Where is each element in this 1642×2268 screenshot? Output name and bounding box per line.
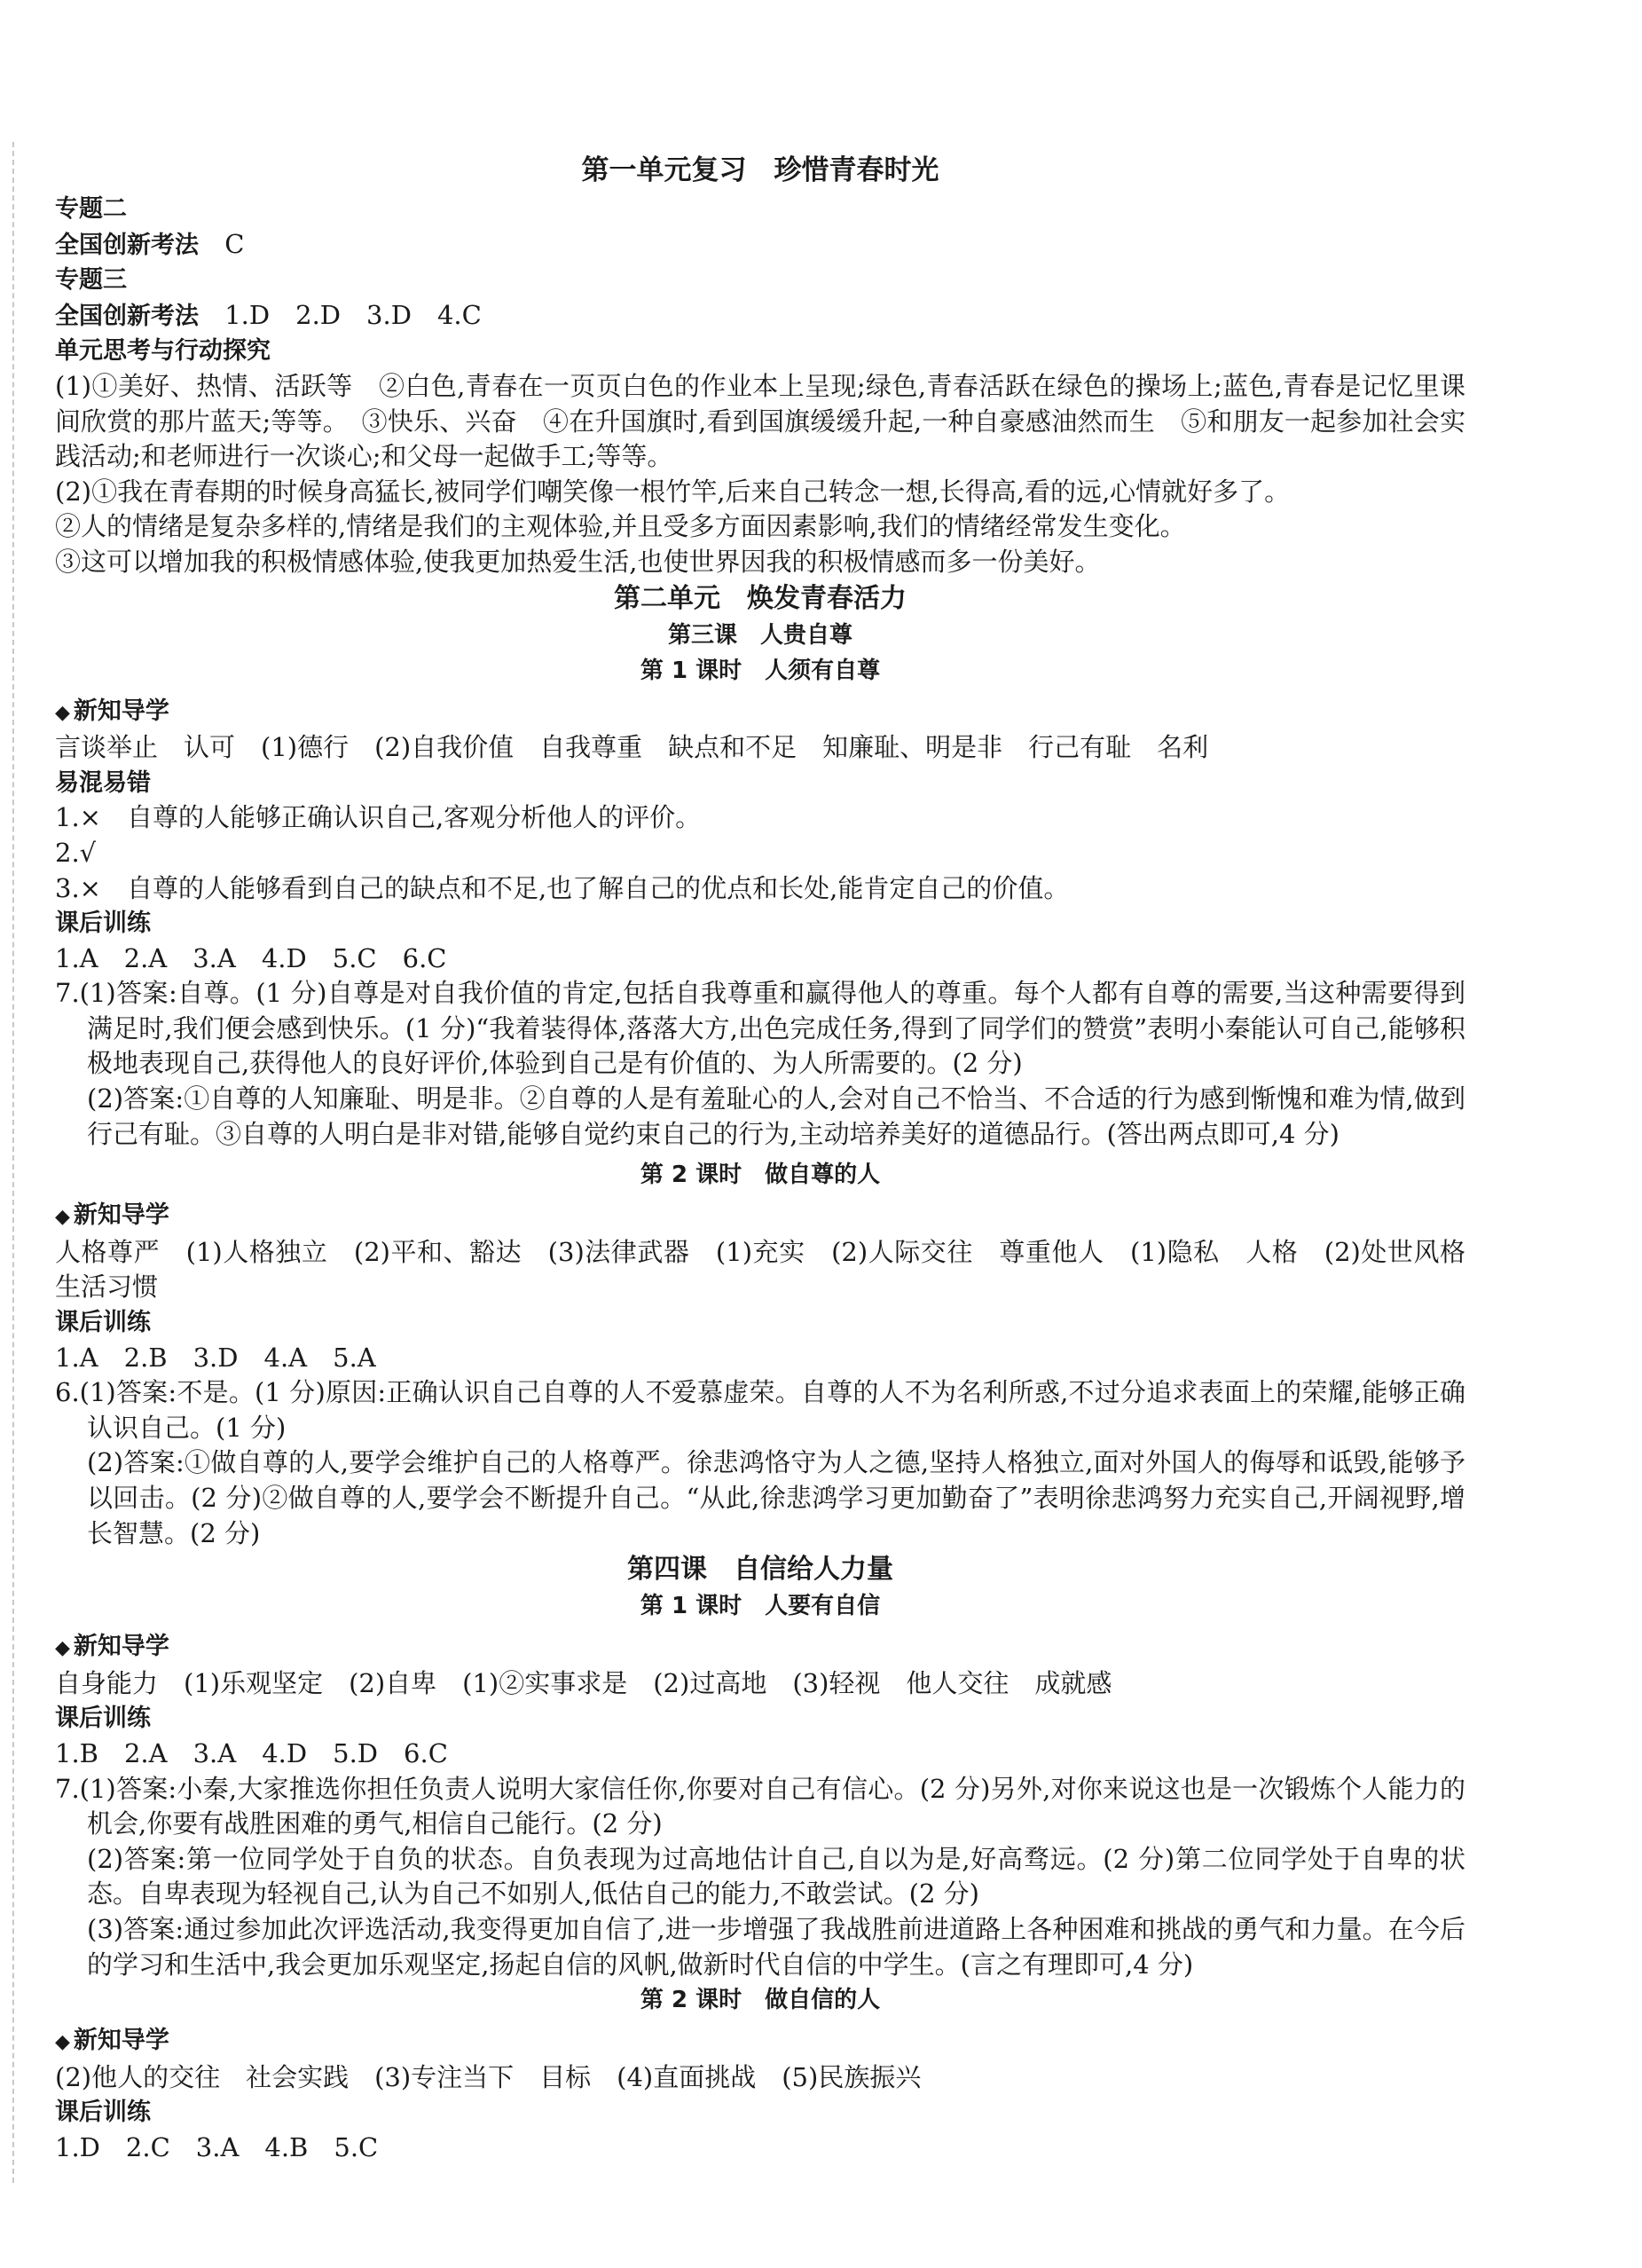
l4p1-q7-part2: (2)答案:第一位同学处于自负的状态。自负表现为过高地估计自己,自以为是,好高骛远。(2 分)第二位同学处于自卑的状态。自卑表现为轻视自己,认为自己不如别人,低估自己的能力,不敢尝试。(2 分) [87, 1843, 1465, 1910]
explore-heading: 单元思考与行动探究 [55, 337, 271, 366]
l3p1-q7-part1: 7.(1)答案:自尊。(1 分)自尊是对自我价值的肯定,包括自我尊重和赢得他人的尊重。每个人都有自尊的需要,当这种需要得到满足时,我们便会感到快乐。(1 分)“我着装得体,落落大方,出色完成任务,得到了同学们的赞赏”表明小秦能认可自己,能够积极地表现自己,获得他人的良好评价,体验到自己是有价值的、为人所需要的。(2 分) [55, 978, 1465, 1079]
l3p1-train-heading: 课后训练 [55, 910, 151, 938]
l3p1-train-choices: 1.A 2.A 3.A 4.D 5.C 6.C [55, 942, 447, 973]
lesson3-period1-title: 第 1 课时 人须有自尊 [640, 657, 881, 684]
explore-paragraph-1: (1)①美好、热情、活跃等 ②白色,青春在一页页白色的作业本上呈现;绿色,青春活跃在绿色的操场上;蓝色,青春是记忆里课间欣赏的那片蓝天;等等。 ③快乐、兴奋 ④在升国旗时,看到国旗缓缓升起,一种自豪感油然而生 ⑤和朋友一起参加社会实践活动;和老师进行一次谈心;和父母一起做手工;等等。 [55, 370, 1465, 472]
l3p1-confuse-3: 3.× 自尊的人能够看到自己的缺点和不足,也了解自己的优点和长处,能肯定自己的价值。 [55, 872, 1070, 903]
answer-page [55, 149, 1492, 2166]
l3p2-q6-part2: (2)答案:①做自尊的人,要学会维护自己的人格尊严。徐悲鸿恪守为人之德,坚持人格独立,面对外国人的侮辱和诋毁,能够予以回击。(2 分)②做自尊的人,要学会不断提升自己。“从此,徐悲鸿学习更加勤奋了”表明徐悲鸿努力充实自己,开阔视野,增长智慧。(2 分) [87, 1447, 1465, 1548]
topic3-heading: 专题三 [55, 266, 127, 295]
lesson3-title: 第三课 人贵自尊 [667, 621, 852, 649]
l3p2-train-heading: 课后训练 [55, 1309, 151, 1337]
l4p1-q7-part3: (3)答案:通过参加此次评选活动,我变得更加自信了,进一步增强了我战胜前进道路上各种困难和挑战的勇气和力量。在今后的学习和生活中,我会更加乐观坚定,扬起自信的风帆,做新时代自信的中学生。(言之有理即可,4 分) [87, 1913, 1465, 1980]
l4p2-train-heading: 课后训练 [55, 2099, 151, 2127]
l4p1-train-choices: 1.B 2.A 3.A 4.D 5.D 6.C [55, 1737, 448, 1768]
topic2-line-label: 全国创新考法 [55, 231, 199, 259]
l3p1-guide-answers: 言谈举止 认可 (1)德行 (2)自我价值 自我尊重 缺点和不足 知廉耻、明是非 行己有耻 名利 [55, 732, 1209, 763]
topic3-line-label: 全国创新考法 [55, 302, 199, 330]
l4p1-guide-heading: ◆ 新知导学 [55, 1633, 169, 1661]
l3p2-q6-part1: 6.(1)答案:不是。(1 分)原因:正确认识自己自尊的人不爱慕虚荣。自尊的人不为名利所惑,不过分追求表面上的荣耀,能够正确认识自己。(1 分) [55, 1377, 1465, 1443]
l4p1-q7-part1: 7.(1)答案:小秦,大家推选你担任负责人说明大家信任你,你要对自己有信心。(2 分)另外,对你来说这也是一次锻炼个人能力的机会,你要有战胜困难的勇气,相信自己能行。(2 分) [55, 1773, 1465, 1839]
topic2-answer-line [55, 227, 1465, 264]
l3p1-confuse-1: 1.× 自尊的人能够正确认识自己,客观分析他人的评价。 [55, 802, 702, 833]
l4p2-train-choices: 1.D 2.C 3.A 4.B 5.C [55, 2131, 379, 2162]
topic2-heading: 专题二 [55, 195, 127, 223]
diamond-icon: ◆ [55, 1637, 70, 1660]
l3p2-train-choices: 1.A 2.B 3.D 4.A 5.A [55, 1342, 376, 1373]
lesson3-period2-title: 第 2 课时 做自尊的人 [640, 1162, 881, 1189]
explore-paragraph-4: ③这可以增加我的积极情感体验,使我更加热爱生活,也使世界因我的积极情感而多一份美好。 [55, 546, 1101, 577]
topic2-answer: C [224, 228, 245, 259]
explore-paragraph-3: ②人的情绪是复杂多样的,情绪是我们的主观体验,并且受多方面因素影响,我们的情绪经常发生变化。 [55, 511, 1186, 542]
l4p1-train-heading: 课后训练 [55, 1705, 151, 1733]
lesson4-title: 第四课 自信给人力量 [627, 1554, 893, 1586]
topic3-answer: 1.D 2.D 3.D 4.C [224, 299, 482, 330]
diamond-icon: ◆ [55, 2031, 70, 2054]
topic3-answer-line [55, 298, 1465, 335]
unit1-title: 第一单元复习 珍惜青春时光 [581, 154, 939, 186]
l3p1-q7-part2: (2)答案:①自尊的人知廉耻、明是非。②自尊的人是有羞耻心的人,会对自己不恰当、不合适的行为感到惭愧和难为情,做到行己有耻。③自尊的人明白是非对错,能够自觉约束自己的行为,主动培养美好的道德品行。(答出两点即可,4 分) [87, 1083, 1465, 1149]
l3p1-confuse-2: 2.√ [55, 837, 97, 868]
l4p1-guide-answers: 自身能力 (1)乐观坚定 (2)自卑 (1)②实事求是 (2)过高地 (3)轻视 他人交往 成就感 [55, 1667, 1112, 1698]
l3p1-confuse-heading: 易混易错 [55, 768, 151, 797]
diamond-icon: ◆ [55, 701, 70, 724]
lesson4-period1-title: 第 1 课时 人要有自信 [640, 1593, 881, 1620]
l4p2-guide-answers: (2)他人的交往 社会实践 (3)专注当下 目标 (4)直面挑战 (5)民族振兴 [55, 2061, 922, 2092]
unit2-title: 第二单元 焕发青春活力 [614, 582, 907, 614]
explore-paragraph-2: (2)①我在青春期的时候身高猛长,被同学们嘲笑像一根竹竿,后来自己转念一想,长得高,看的远,心情就好多了。 [55, 476, 1291, 507]
lesson4-period2-title: 第 2 课时 做自信的人 [640, 1987, 881, 2014]
l4p2-guide-heading: ◆ 新知导学 [55, 2027, 169, 2055]
l3p1-guide-heading: ◆ 新知导学 [55, 697, 169, 725]
binding-margin-line [12, 142, 14, 2183]
l3p2-guide-answers: 人格尊严 (1)人格独立 (2)平和、豁达 (3)法律武器 (1)充实 (2)人际交往 尊重他人 (1)隐私 人格 (2)处世风格 生活习惯 [55, 1236, 1492, 1303]
l3p2-guide-heading: ◆ 新知导学 [55, 1201, 169, 1230]
diamond-icon: ◆ [55, 1206, 70, 1229]
